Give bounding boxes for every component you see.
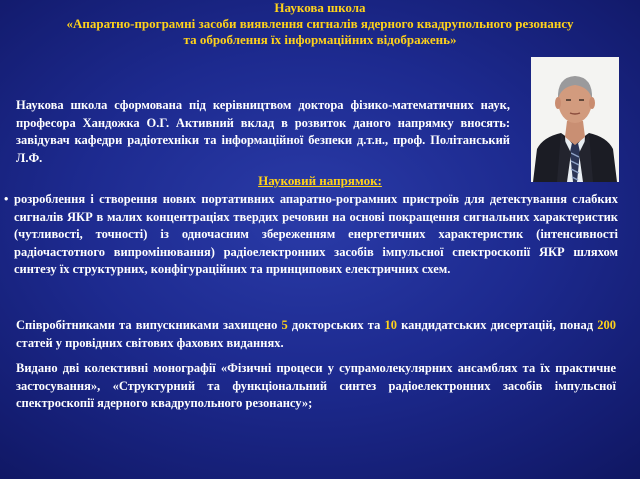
title-line-1: Наукова школа: [274, 0, 366, 15]
articles-count: 200: [597, 318, 616, 332]
monographs-paragraph: Видано дві колективні монографії «Фізичні процеси у супрамолекулярних ансамблях та їх практичне застосування», «Структурний та функціональний синтез радіоелектронних засобів імпульсної спектроскопії ядерного квадрупольного резонансу»;: [16, 361, 616, 411]
stats-text-1: Співробітниками та випускниками захищено: [16, 318, 282, 332]
title-line-2: «Апаратно-програмні засоби виявлення сигналів ядерного квадрупольного резонансу: [66, 16, 574, 31]
stats-text-3: кандидатських дисертацій, понад: [396, 318, 598, 332]
professor-photo: [531, 57, 619, 182]
intro-paragraph: Наукова школа сформована під керівництвом доктора фізико-математичних наук, професора Хандожка О.Г. Активний вклад в розвиток даного напрямку вносять: завідувач кафедри радіотехніки та інформаційної безпеки д.т.н., проф. Політанський Л.Ф.: [16, 98, 510, 165]
direction-paragraph: розроблення і створення нових портативних апаратно-рограмних пристроїв для детектування слабких сигналів ЯКР в малих концентраціях твердих речовин на основі покращення сигнальних характеристик (чутливості, точності) із одночасним збереженням енергетичних характеристик (інтенсивності радіочастотного випромінювання) радіоелектронних засобів імпульсної спектроскопії ЯКР шляхом синтезу їх структурних, конфігураційних та принципових електричних схем.: [14, 192, 618, 277]
title-line-3: та оброблення їх інформаційних відображень»: [183, 32, 457, 47]
stats-text-2: докторських та: [287, 318, 385, 332]
stats-paragraph: [16, 317, 616, 352]
direction-heading: Науковий напрямок:: [258, 173, 382, 188]
person-portrait-icon: [531, 57, 619, 182]
candidate-count: 10: [384, 318, 397, 332]
doctoral-count: 5: [281, 318, 288, 332]
stats-text-4: статей у провідних світових фахових виданнях.: [16, 335, 284, 350]
direction-bullet: •: [4, 192, 9, 206]
